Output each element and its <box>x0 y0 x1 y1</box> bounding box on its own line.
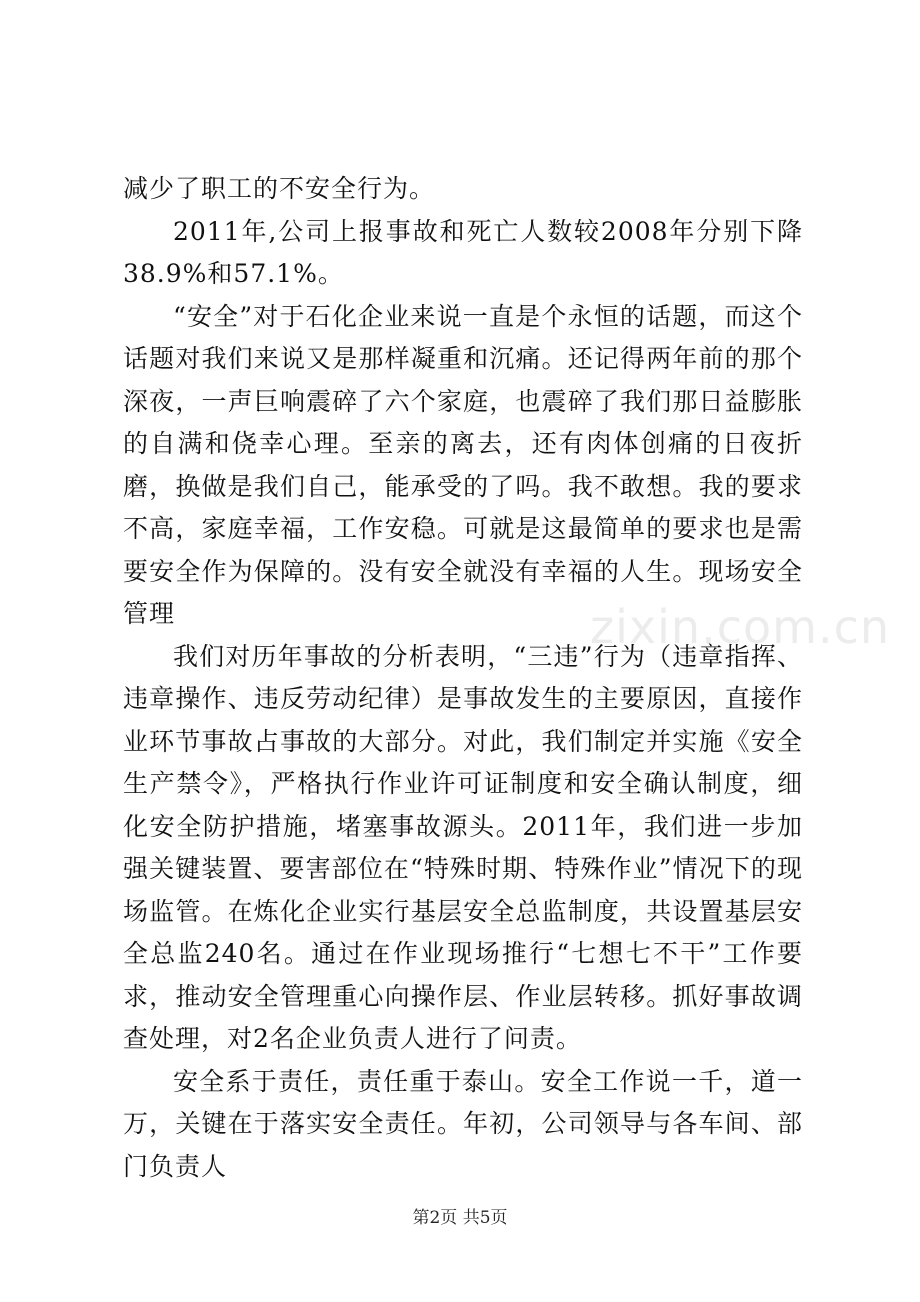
document-body <box>123 168 803 1188</box>
paragraph-2: 2011年,公司上报事故和死亡人数较2008年分别下降38.9%和57.1%。 <box>123 216 803 288</box>
watermark: zixin.com.cn <box>590 600 891 654</box>
paragraph-4: 我们对历年事故的分析表明，“三违”行为（违章指挥、违章操作、违反劳动纪律）是事故发生的主要原因，直接作业环节事故占事故的大部分。对此，我们制定并实施《安全生产禁令》，严格执行作业许可证制度和安全确认制度，细化安全防护措施，堵塞事故源头。2011年，我们进一步加强关键装置、要害部位在“特殊时期、特殊作业”情况下的现场监管。在炼化企业实行基层安全总监制度，共设置基层安全总监240名。通过在作业现场推行“七想七不干”工作要求，推动安全管理重心向操作层、作业层转移。抓好事故调查处理，对2名企业负责人进行了问责。 <box>123 641 803 1053</box>
paragraph-1: 减少了职工的不安全行为。 <box>123 174 436 203</box>
paragraph-3: “安全”对于石化企业来说一直是个永恒的话题，而这个话题对我们来说又是那样凝重和沉痛。还记得两年前的那个深夜，一声巨响震碎了六个家庭，也震碎了我们那日益膨胀的自满和侥幸心理。至亲的离去，还有肉体创痛的日夜折磨，换做是我们自己，能承受的了吗。我不敢想。我的要求不高，家庭幸福，工作安稳。可就是这最简单的要求也是需要安全作为保障的。没有安全就没有幸福的人生。现场安全管理 <box>123 301 803 628</box>
paragraph-5: 安全系于责任，责任重于泰山。安全工作说一千，道一万，关键在于落实安全责任。年初，公司领导与各车间、部门负责人 <box>123 1066 803 1181</box>
page-footer: 第2页 共5页 <box>412 1208 508 1228</box>
